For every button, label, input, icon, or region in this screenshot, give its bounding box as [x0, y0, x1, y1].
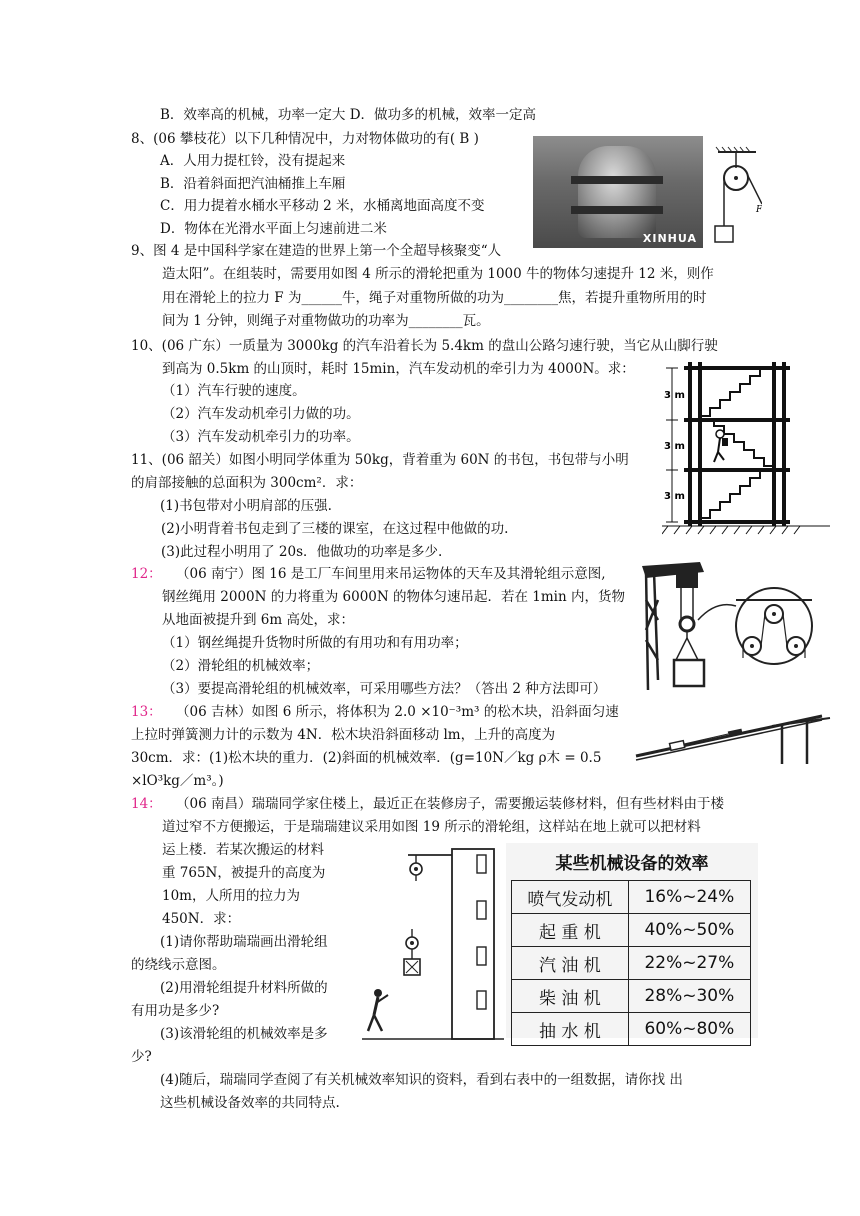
text-line: 10m，人所用的拉力为: [162, 888, 300, 904]
machine-name: 汽 油 机: [512, 947, 629, 980]
efficiency-value: 16%~24%: [628, 881, 750, 914]
text-line: 到高为 0.5km 的山顶时，耗时 15min，汽车发动机的牵引力为 4000N。求：: [162, 361, 635, 377]
photo-watermark: XINHUA: [642, 232, 697, 245]
table-row: [512, 1013, 751, 1046]
efficiency-value: 40%~50%: [628, 914, 750, 947]
text-line: 这些机械设备效率的共同特点.: [160, 1095, 340, 1111]
efficiency-value: 22%~27%: [628, 947, 750, 980]
text-line: （06 吉林）如图 6 所示，将体积为 2.0 ×10⁻³m³ 的松木块，沿斜面匀速: [176, 704, 619, 720]
efficiency-table-title: 某些机械设备的效率: [555, 854, 709, 874]
question-number: 14：: [131, 796, 162, 812]
text-line: B．沿着斜面把汽油桶推上车厢: [160, 176, 346, 192]
text-line: （1）汽车行驶的速度。: [162, 383, 306, 399]
crane-pulley-figure: [636, 560, 822, 692]
text-line: （2）汽车发动机牵引力做的功。: [162, 406, 360, 422]
text-line: C．用力提着水桶水平移动 2 米，水桶离地面高度不变: [160, 198, 485, 214]
efficiency-value: 28%~30%: [628, 980, 750, 1013]
text-line: 上拉时弹簧测力计的示数为 4N．松木块沿斜面移动 lm，上升的高度为: [131, 727, 556, 743]
text-line: （2）滑轮组的机械效率；: [162, 658, 320, 674]
text-line: D．物体在光滑水平面上匀速前进二米: [160, 221, 387, 237]
text-line: (1)请你帮助瑞瑞画出滑轮组: [160, 934, 328, 950]
text-line: 道过窄不方便搬运，于是瑞瑞建议采用如图 19 所示的滑轮组，这样站在地上就可以把材料: [162, 819, 701, 835]
question-number: 13：: [131, 704, 162, 720]
text-line: 11、(06 韶关）如图小明同学体重为 50kg，背着重为 60N 的书包，书包带与小明: [131, 452, 629, 468]
height-label: 3 m: [664, 491, 685, 502]
text-line: 少?: [131, 1049, 152, 1065]
fusion-device-photo: [533, 136, 703, 248]
machine-name: 喷气发动机: [512, 881, 629, 914]
device-ring: [571, 206, 663, 214]
text-line: 30cm．求：(1)松木块的重力．(2)斜面的机械效率．(g=10N／kg ρ木 = 0.5: [131, 750, 602, 766]
text-line: （3）要提高滑轮组的机械效率，可采用哪些方法？（答出 2 种方法即可）: [162, 681, 607, 697]
device-ring: [571, 176, 663, 184]
text-line: 的肩部接触的总面积为 300cm²．求：: [131, 475, 363, 491]
text-line: A．人用力提杠铃，没有提起来: [160, 153, 346, 169]
incline-figure: [632, 712, 832, 764]
staircase-figure: [662, 358, 830, 538]
text-line: 450N．求：: [162, 911, 241, 927]
text-line: （1）钢丝绳提升货物时所做的有用功和有用功率；: [162, 635, 468, 651]
table-row: [512, 914, 751, 947]
efficiency-table: [511, 880, 751, 1046]
table-row: [512, 881, 751, 914]
text-line: (2)小明背着书包走到了三楼的课室，在这过程中他做的功.: [161, 521, 509, 537]
text-line: 用在滑轮上的拉力 F 为______牛，绳子对重物所做的功为________焦，若提升重物所用的时: [162, 290, 707, 306]
height-label: 3 m: [664, 390, 685, 401]
text-line: （3）汽车发动机牵引力的功率。: [162, 429, 360, 445]
device-dome: [578, 146, 656, 238]
efficiency-value: 60%~80%: [628, 1013, 750, 1046]
text-line: 8、(06 攀枝花）以下几种情况中，力对物体做功的有( B ): [131, 131, 479, 147]
text-line: （06 南昌）瑞瑞同学家住楼上，最近正在装修房子，需要搬运装修材料，但有些材料由于楼: [176, 796, 724, 812]
text-line: 10、(06 广东）一质量为 3000kg 的汽车沿着长为 5.4km 的盘山公路匀速行驶，当它从山脚行驶: [131, 338, 718, 354]
height-label: 3 m: [664, 441, 685, 452]
text-line: （06 南宁）图 16 是工厂车间里用来吊运物体的天车及其滑轮组示意图,: [176, 566, 606, 582]
text-line: (1)书包带对小明肩部的压强.: [160, 498, 332, 514]
text-line: (4)随后，瑞瑞同学查阅了有关机械效率知识的资料，看到右表中的一组数据，请你找 出: [160, 1072, 683, 1088]
machine-name: 抽 水 机: [512, 1013, 629, 1046]
text-line: 9、图 4 是中国科学家在建造的世界上第一个全超导核聚变“人: [131, 243, 502, 259]
single-pulley-figure: [712, 146, 762, 246]
text-line: (3)此过程小明用了 20s．他做功的功率是多少.: [161, 544, 443, 560]
text-line: (3)该滑轮组的机械效率是多: [160, 1026, 328, 1042]
machine-name: 起 重 机: [512, 914, 629, 947]
force-label: F: [756, 205, 762, 215]
table-row: [512, 947, 751, 980]
text-line: 造太阳”。在组装时，需要用如图 4 所示的滑轮把重为 1000 牛的物体匀速提升 12 米，则作: [162, 266, 714, 282]
text-line: 从地面被提升到 6m 高处，求：: [162, 612, 354, 628]
table-row: [512, 980, 751, 1013]
text-line: 的绕线示意图。: [131, 957, 226, 973]
text-line: 钢丝绳用 2000N 的力将重为 6000N 的物体匀速吊起．若在 1min 内，货物: [162, 589, 625, 605]
text-line: (2)用滑轮组提升材料所做的: [160, 980, 328, 996]
text-line: 运上楼．若某次搬运的材料: [162, 842, 324, 858]
text-line: 有用功是多少?: [131, 1003, 220, 1019]
machine-name: 柴 油 机: [512, 980, 629, 1013]
text-line: 重 765N，被提升的高度为: [162, 865, 326, 881]
efficiency-table-image: [506, 843, 758, 1042]
building-pulley-figure: [362, 845, 504, 1045]
text-line: 间为 1 分钟，则绳子对重物做功的功率为________瓦。: [162, 313, 490, 329]
text-line: ×lO³kg／m³。): [131, 773, 224, 789]
text-line: B．效率高的机械，功率一定大 D．做功多的机械，效率一定高: [160, 107, 537, 123]
question-number: 12：: [131, 566, 162, 582]
